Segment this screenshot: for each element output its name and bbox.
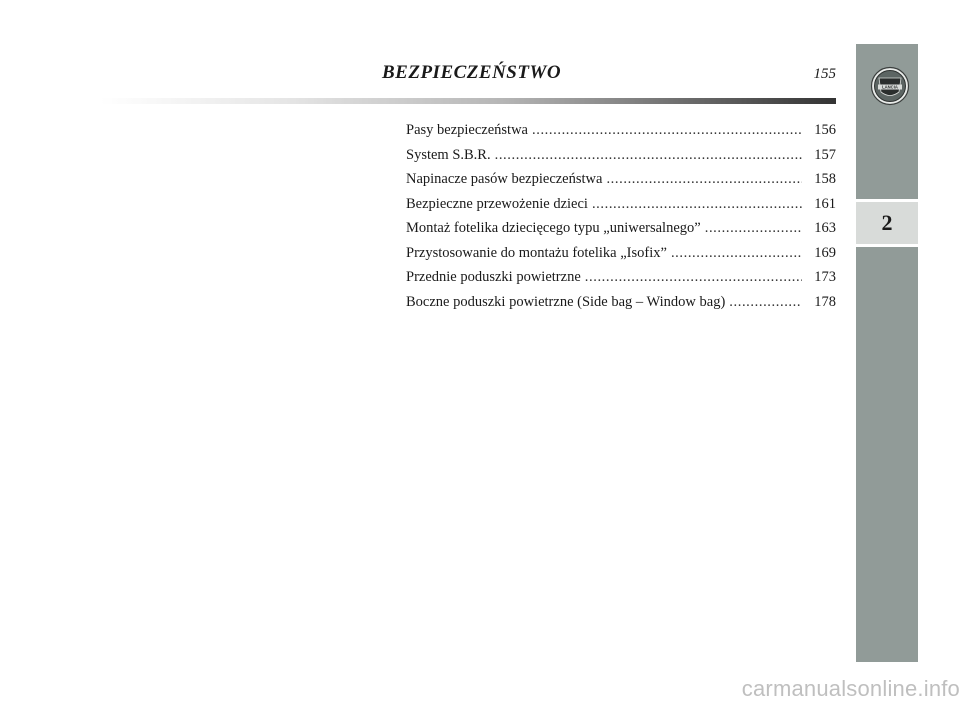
toc-item-label: Boczne poduszki powietrzne (Side bag – Window bag)	[406, 293, 726, 310]
toc-item-label: Montaż fotelika dziecięcego typu „uniwersalnego”	[406, 220, 701, 236]
table-of-contents	[406, 122, 836, 318]
header-rule	[100, 98, 836, 104]
watermark: carmanualsonline.info	[741, 676, 960, 701]
toc-item[interactable]	[406, 294, 836, 319]
toc-item[interactable]	[406, 147, 836, 172]
toc-item[interactable]	[406, 122, 836, 147]
toc-item[interactable]	[406, 269, 836, 294]
toc-item-page: 163	[814, 220, 836, 236]
toc-item[interactable]	[406, 196, 836, 221]
toc-item-label: Przystosowanie do montażu fotelika „Isofix”	[406, 244, 667, 261]
toc-item[interactable]	[406, 171, 836, 196]
logo-text: LANCIA	[882, 84, 898, 90]
lancia-logo-icon	[870, 66, 910, 106]
toc-item-page: 178	[814, 293, 836, 310]
toc-dot-leader	[495, 147, 802, 164]
toc-item-label: Przednie poduszki powietrzne	[406, 269, 581, 285]
chapter-tab[interactable]	[856, 202, 918, 244]
toc-item-label: Pasy bezpieczeństwa	[406, 122, 528, 138]
sidebar-lower-band	[856, 247, 918, 662]
toc-item-label: Napinacze pasów bezpieczeństwa	[406, 171, 603, 187]
toc-item[interactable]	[406, 245, 836, 270]
toc-item-label: Bezpieczne przewożenie dzieci	[406, 195, 588, 212]
toc-dot-leader	[532, 122, 802, 139]
section-title: BEZPIECZEŃSTWO	[382, 62, 562, 83]
toc-dot-leader	[592, 196, 802, 213]
toc-dot-leader	[585, 269, 802, 286]
toc-item-page: 157	[814, 146, 836, 163]
toc-item-page: 173	[814, 269, 836, 285]
toc-dot-leader	[671, 245, 802, 262]
toc-item-label: System S.B.R.	[406, 146, 491, 163]
toc-item-page: 169	[814, 244, 836, 261]
toc-item-page: 156	[814, 122, 836, 138]
chapter-number: 2	[881, 210, 893, 235]
toc-item-page: 161	[814, 195, 836, 212]
toc-dot-leader	[729, 294, 802, 311]
toc-dot-leader	[705, 220, 802, 237]
toc-dot-leader	[606, 171, 802, 188]
toc-item[interactable]	[406, 220, 836, 245]
toc-item-page: 158	[814, 171, 836, 187]
page-number: 155	[813, 66, 836, 82]
